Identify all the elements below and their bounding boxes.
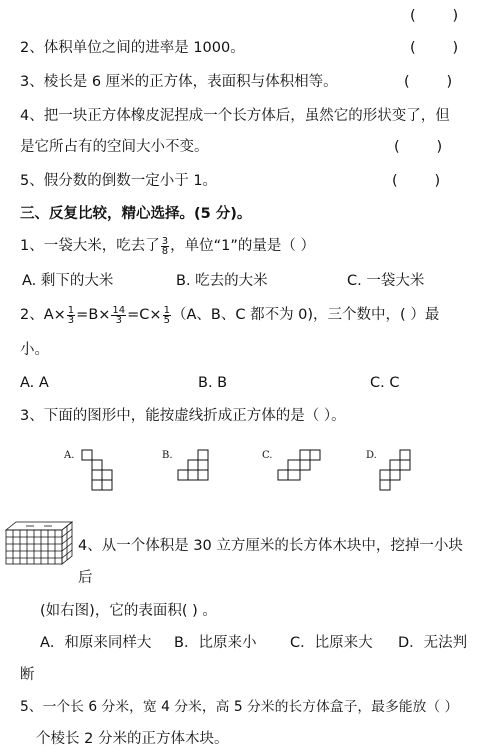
cuboid-with-cutout-figure (4, 520, 74, 568)
choice-3-question: 3、下面的图形中，能按虚线折成正方体的是（ ）。 (20, 408, 346, 424)
choice-2-part4: （A、B、C 都不为 0)，三个数中，( ）最 (171, 307, 440, 323)
choice-2-question (20, 305, 439, 325)
question-4-paren: ( ) (394, 139, 443, 155)
fraction-numerator: 1 (163, 304, 170, 316)
figure-a-label: A. (64, 450, 75, 461)
choice-1-option-c: C. 一袋大米 (347, 273, 425, 289)
choice-4-option-b: B．比原来小 (174, 635, 257, 651)
question-2-text: 2、体积单位之间的进率是 1000。 (20, 40, 245, 56)
choice-1-pre: 1、一袋大米，吃去了 (20, 238, 160, 254)
choice-2-part1: 2、A× (20, 307, 66, 323)
choice-4-option-a: A．和原来同样大 (40, 635, 152, 651)
fraction-1-5 (163, 306, 171, 325)
question-4-line1: 4、把一块正方体橡皮泥捏成一个长方体后，虽然它的形状变了，但 (20, 108, 450, 124)
choice-4-option-c: C．比原来大 (290, 635, 373, 651)
fraction-denominator: 3 (67, 314, 75, 326)
choice-2-part3: =C× (127, 307, 162, 323)
cube-net-a-figure (80, 448, 120, 496)
fraction-denominator: 8 (161, 245, 169, 257)
question-3-paren: ( ) (404, 74, 453, 90)
choice-1-question (20, 236, 315, 256)
answer-paren: ( ) (410, 8, 459, 24)
question-4-line2: 是它所占有的空间大小不变。 (20, 139, 209, 155)
choice-4-line2: 后 (78, 570, 93, 586)
choice-4-line1: 4、从一个体积是 30 立方厘米的长方体木块中，挖掉一小块 (78, 538, 463, 554)
choice-2-option-c: C. C (370, 375, 400, 391)
choice-1-option-a: A. 剩下的大米 (22, 273, 114, 289)
choice-4-option-d: D．无法判 (398, 635, 468, 651)
choice-5-line1: 5、一个长 6 分米，宽 4 分米，高 5 分米的长方体盒子，最多能放（ ） (20, 699, 459, 715)
fraction-denominator: 3 (115, 314, 122, 326)
cube-net-d-figure (378, 448, 418, 496)
fraction-numerator: 3 (161, 235, 169, 247)
choice-2-option-a: A. A (20, 375, 49, 391)
choice-4-line3: (如右图)，它的表面积( ) 。 (40, 603, 217, 619)
fraction-1-3 (67, 306, 75, 325)
choice-2-option-b: B. B (198, 375, 228, 391)
choice-2-line2: 小。 (20, 342, 49, 358)
section-3-title: 三、反复比较，精心选择。(5 分)。 (20, 206, 252, 222)
choice-4-wrap: 断 (20, 667, 35, 683)
question-3-text: 3、棱长是 6 厘米的正方体，表面积与体积相等。 (20, 74, 338, 90)
choice-1-option-b: B. 吃去的大米 (176, 273, 268, 289)
figure-c-label: C. (262, 450, 273, 461)
choice-2-part2: =B× (76, 307, 111, 323)
choice-1-post: ，单位“1”的量是（ ） (170, 238, 315, 254)
fraction-denominator: 5 (163, 314, 170, 326)
cube-net-b-figure (176, 448, 216, 488)
fraction-3-8 (161, 237, 169, 256)
fraction-numerator: 1 (67, 304, 75, 316)
figure-d-label: D. (366, 450, 377, 461)
question-5-text: 5、假分数的倒数一定小于 1。 (20, 173, 218, 189)
fraction-numerator: 14 (112, 304, 126, 316)
question-5-paren: ( ) (392, 173, 441, 189)
question-2-paren: ( ) (410, 40, 459, 56)
cube-net-c-figure (276, 448, 322, 488)
figure-b-label: B. (162, 450, 173, 461)
choice-5-line2: 个棱长 2 分米的正方体木块。 (36, 731, 229, 747)
fraction-14-3 (111, 306, 126, 325)
